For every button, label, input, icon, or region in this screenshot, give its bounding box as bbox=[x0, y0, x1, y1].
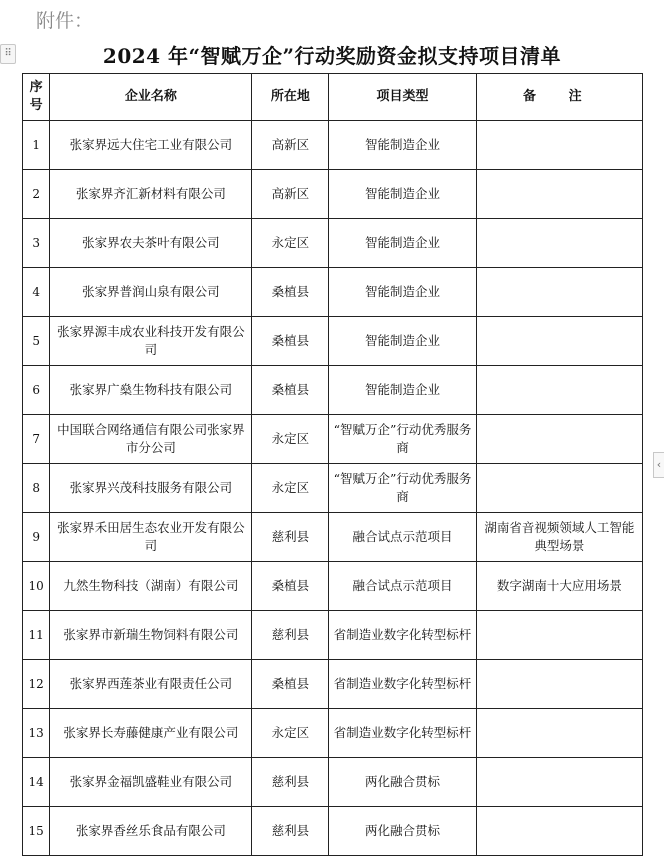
project-table bbox=[22, 73, 643, 856]
cell-seq: 1 bbox=[23, 121, 50, 170]
cell-location: 慈利县 bbox=[252, 807, 329, 856]
cell-company: 张家界源丰成农业科技开发有限公司 bbox=[50, 317, 252, 366]
cell-company: 张家界广燊生物科技有限公司 bbox=[50, 366, 252, 415]
cell-seq: 9 bbox=[23, 513, 50, 562]
cell-location: 桑植县 bbox=[252, 317, 329, 366]
page-title: 2024 年“智赋万企”行动奖励资金拟支持项目清单 bbox=[102, 44, 562, 68]
cell-seq: 7 bbox=[23, 415, 50, 464]
cell-type: 两化融合贯标 bbox=[329, 807, 476, 856]
table-row bbox=[23, 660, 643, 709]
cell-type: 融合试点示范项目 bbox=[329, 513, 476, 562]
table-row bbox=[23, 366, 643, 415]
header-type: 项目类型 bbox=[329, 74, 476, 121]
cell-seq: 14 bbox=[23, 758, 50, 807]
cell-type: 智能制造企业 bbox=[329, 219, 476, 268]
cell-seq: 3 bbox=[23, 219, 50, 268]
cell-type: 智能制造企业 bbox=[329, 170, 476, 219]
cell-seq: 8 bbox=[23, 464, 50, 513]
cell-type: “智赋万企”行动优秀服务商 bbox=[329, 464, 476, 513]
cell-location: 永定区 bbox=[252, 219, 329, 268]
cell-note bbox=[476, 709, 642, 758]
cell-seq: 15 bbox=[23, 807, 50, 856]
cell-location: 永定区 bbox=[252, 464, 329, 513]
cell-location: 高新区 bbox=[252, 121, 329, 170]
cell-note bbox=[476, 611, 642, 660]
cell-company: 张家界普润山泉有限公司 bbox=[50, 268, 252, 317]
cell-company: 张家界市新瑞生物饲料有限公司 bbox=[50, 611, 252, 660]
table-move-handle-icon[interactable]: ⠿ bbox=[0, 44, 16, 64]
cell-type: “智赋万企”行动优秀服务商 bbox=[329, 415, 476, 464]
cell-seq: 10 bbox=[23, 562, 50, 611]
cell-seq: 6 bbox=[23, 366, 50, 415]
cell-seq: 4 bbox=[23, 268, 50, 317]
attachment-label: 附件： bbox=[36, 10, 94, 32]
cell-note bbox=[476, 660, 642, 709]
cell-company: 张家界香丝乐食品有限公司 bbox=[50, 807, 252, 856]
table-row bbox=[23, 415, 643, 464]
cell-seq: 12 bbox=[23, 660, 50, 709]
cell-type: 智能制造企业 bbox=[329, 268, 476, 317]
cell-note: 湖南省音视频领域人工智能典型场景 bbox=[476, 513, 642, 562]
table-row bbox=[23, 268, 643, 317]
cell-type: 融合试点示范项目 bbox=[329, 562, 476, 611]
cell-type: 两化融合贯标 bbox=[329, 758, 476, 807]
table-row bbox=[23, 807, 643, 856]
cell-note bbox=[476, 366, 642, 415]
cell-note bbox=[476, 121, 642, 170]
cell-location: 桑植县 bbox=[252, 562, 329, 611]
cell-note bbox=[476, 317, 642, 366]
cell-location: 慈利县 bbox=[252, 611, 329, 660]
cell-company: 张家界齐汇新材料有限公司 bbox=[50, 170, 252, 219]
header-location: 所在地 bbox=[252, 74, 329, 121]
cell-location: 桑植县 bbox=[252, 660, 329, 709]
table-row bbox=[23, 464, 643, 513]
table-row bbox=[23, 611, 643, 660]
cell-seq: 2 bbox=[23, 170, 50, 219]
cell-type: 省制造业数字化转型标杆 bbox=[329, 660, 476, 709]
cell-company: 张家界金福凯盛鞋业有限公司 bbox=[50, 758, 252, 807]
table-row bbox=[23, 758, 643, 807]
cell-company: 九然生物科技（湖南）有限公司 bbox=[50, 562, 252, 611]
table-header-row bbox=[23, 74, 643, 121]
cell-location: 慈利县 bbox=[252, 758, 329, 807]
cell-note bbox=[476, 415, 642, 464]
cell-location: 永定区 bbox=[252, 709, 329, 758]
cell-type: 智能制造企业 bbox=[329, 366, 476, 415]
table-row bbox=[23, 709, 643, 758]
cell-type: 智能制造企业 bbox=[329, 121, 476, 170]
table-row bbox=[23, 562, 643, 611]
cell-type: 省制造业数字化转型标杆 bbox=[329, 611, 476, 660]
cell-note bbox=[476, 758, 642, 807]
cell-location: 永定区 bbox=[252, 415, 329, 464]
cell-company: 张家界西莲茶业有限责任公司 bbox=[50, 660, 252, 709]
cell-note bbox=[476, 219, 642, 268]
side-collapse-tab[interactable]: ‹ bbox=[653, 452, 664, 478]
cell-company: 张家界兴茂科技服务有限公司 bbox=[50, 464, 252, 513]
cell-type: 省制造业数字化转型标杆 bbox=[329, 709, 476, 758]
cell-seq: 5 bbox=[23, 317, 50, 366]
table-row bbox=[23, 219, 643, 268]
cell-company: 张家界远大住宅工业有限公司 bbox=[50, 121, 252, 170]
cell-location: 慈利县 bbox=[252, 513, 329, 562]
cell-company: 中国联合网络通信有限公司张家界市分公司 bbox=[50, 415, 252, 464]
cell-location: 桑植县 bbox=[252, 268, 329, 317]
cell-note: 数字湖南十大应用场景 bbox=[476, 562, 642, 611]
cell-note bbox=[476, 464, 642, 513]
header-company: 企业名称 bbox=[50, 74, 252, 121]
cell-note bbox=[476, 268, 642, 317]
cell-note bbox=[476, 807, 642, 856]
header-note: 备 注 bbox=[476, 74, 642, 121]
table-row bbox=[23, 317, 643, 366]
cell-company: 张家界禾田居生态农业开发有限公司 bbox=[50, 513, 252, 562]
cell-seq: 13 bbox=[23, 709, 50, 758]
cell-company: 张家界长寿藤健康产业有限公司 bbox=[50, 709, 252, 758]
table-row bbox=[23, 170, 643, 219]
cell-note bbox=[476, 170, 642, 219]
header-seq: 序号 bbox=[23, 74, 50, 121]
cell-location: 桑植县 bbox=[252, 366, 329, 415]
cell-location: 高新区 bbox=[252, 170, 329, 219]
table-row bbox=[23, 513, 643, 562]
table-row bbox=[23, 121, 643, 170]
cell-company: 张家界农夫茶叶有限公司 bbox=[50, 219, 252, 268]
cell-type: 智能制造企业 bbox=[329, 317, 476, 366]
cell-seq: 11 bbox=[23, 611, 50, 660]
